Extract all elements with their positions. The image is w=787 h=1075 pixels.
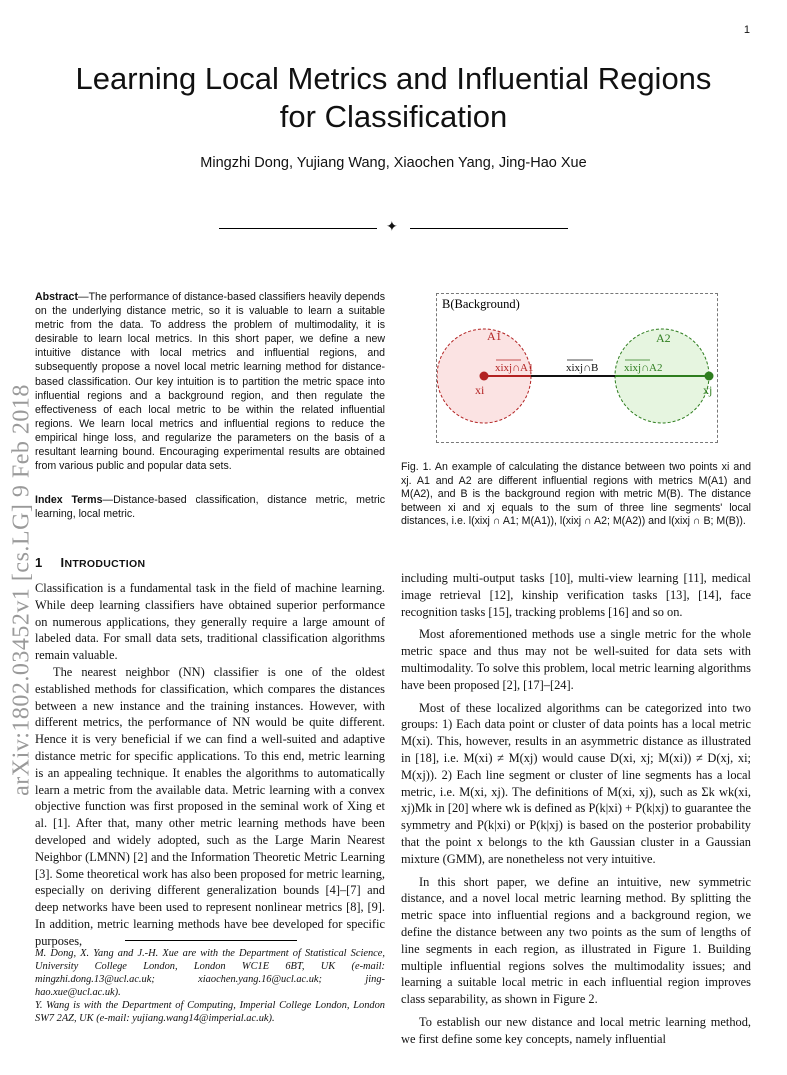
figure-diagram [437, 294, 717, 442]
title-separator-right [410, 228, 568, 229]
paragraph: Most aforementioned methods use a single metric for the whole metric space and thus may not be well-suited for data sets with multimodality. To solve this problem, local metric learning algorithms have been proposed [2], [17]–[24]. [401, 627, 751, 692]
segment-a1-label: xixj∩A1 [495, 362, 534, 374]
point-xj [705, 372, 714, 381]
point-xi [480, 372, 489, 381]
region-a2-label: A2 [656, 331, 671, 345]
section-heading [35, 555, 145, 570]
paragraph: Classification is a fundamental task in the field of machine learning. While deep learning classifiers have obtained superior performance on numerous applications, they generally require a large amount of labeled data. For small data sets, traditional classification algorithms remain valuable. [35, 581, 385, 663]
abstract [35, 290, 385, 473]
index-terms [35, 493, 385, 521]
abstract-label: Abstract [35, 291, 78, 303]
section-title-initial: I [60, 555, 65, 570]
region-a1-label: A1 [487, 329, 502, 343]
paragraph: In this short paper, we define an intuitive, new symmetric distance, and a novel local metric learning method. By splitting the metric space into influential regions and a background region, we define the distance between any two points as the sum of lengths of line segments in each region, as illustrated in Figure 1. Building multiple influential regions solves the multimodality issues; and learning a suitable local metric in each influential region improves class separability, as shown in Figure 2. [401, 874, 751, 1007]
paper-title [0, 60, 787, 136]
figure-caption: Fig. 1. An example of calculating the distance between two points xi and xj. A1 and A2 are different influential regions with metrics M(A1) and M(A2), and B is the background region with metric M(B). The distance between xi and xj equals to the sum of three line segments' local distances, i.e. l(xixj ∩ A1; M(A1)), l(xixj ∩ A2; M(A2)) and l(xixj ∩ B; M(B)). [401, 461, 751, 528]
footnote-rule [125, 940, 297, 941]
figure-1 [436, 293, 718, 443]
point-xi-label: xi [475, 383, 485, 397]
index-terms-text: —Distance-based classification, distance metric, metric learning, local metric. [35, 494, 386, 521]
abstract-text: —The performance of distance-based classifiers heavily depends on the underlying distance metric, so it is valuable to learn a suitable metric from the data. To address the problem of multimodality, it is desirable to learn local metrics. In this short paper, we define a new intuitive distance with local metrics and influential regions, and subsequently propose a novel local metric learning method for distance-based classification. Our key intuition is to partition the metric space into influential regions and a background region, and then regulate the effectiveness of each local metric to be within the related influential regions. We learn local metrics and influential regions to reduce the empirical hinge loss, and regularize the parameters on the basis of a resultant learning bound. Encouraging experimental results are obtained from various public and popular data sets. [35, 291, 385, 473]
point-xj-label: xj [703, 383, 713, 397]
segment-background-label: xixj∩B [566, 362, 599, 374]
title-separator-left [219, 228, 377, 229]
index-terms-label: Index Terms [35, 494, 103, 506]
page-number: 1 [743, 24, 750, 36]
section-number: 1 [35, 555, 43, 570]
footnote [35, 947, 385, 1026]
paragraph: The nearest neighbor (NN) classifier is one of the oldest established methods for classification, which compares the distances between a new instance and the training instances. However, with different metrics, the performance of NN would be quite different. Hence it is very beneficial if we can find a well-suited and adaptive distance metric for specific applications. To this end, metric learning is an appealing technique. It enables the algorithms to automatically learn a metric from the available data. Metric learning with a convex objective function was first proposed in the seminal work of Xing et al. [1]. After that, many other metric learning methods have been developed and widely adopted, such as the Large Marin Nearest Neighbor (LMNN) [2] and the Information Theoretic Metric Learning [3]. Some theoretical work has also been proposed for metric learning, especially on deriving different generalization bounds [4]–[7] and deep networks have been used to represent nonlinear metrics [8], [9]. In addition, metric learning methods have bee developed for specific purposes, [35, 664, 385, 948]
author-list: Mingzhi Dong, Yujiang Wang, Xiaochen Yang, Jing-Hao Xue [200, 155, 587, 171]
footnote-affiliation-1: M. Dong, X. Yang and J.-H. Xue are with the Department of Statistical Science, University College London, London WC1E 6BT, UK (e-mail: mingzhi.dong.13@ucl.ac.uk; xiaochen.yang.16@ucl.ac.uk; jing-hao.xue@ucl.ac.uk). [35, 948, 385, 999]
title-line-2: for Classification [279, 99, 508, 134]
paragraph: Most of these localized algorithms can be categorized into two groups: 1) Each data point or cluster of data points has a local metric M(xi). This, however, results in an asymmetric distance as illustrated in [18], i.e. M(xi) ≠ M(xj) would cause D(xi, xj; M(xi)) ≠ D(xj, xi; M(xj)). 2) Each line segment or cluster of line segments has a local metric, i.e. M(xi, xj). The definitions of M(xi, xj), such as Σk wk(xi, xj)Mk in [20] where wk is defined as P(k|xi) + P(k|xj) to guarantee the symmetry and P(k|xi) or P(k|xj) is based on the posterior probability that the point x belongs to the kth Gaussian cluster in a Gaussian mixture (GMM), are nonetheless not very intuitive. [401, 700, 751, 866]
segment-a2-label: xixj∩A2 [624, 362, 663, 374]
title-line-1: Learning Local Metrics and Influential Regions [75, 61, 712, 96]
background-label: B(Background) [442, 297, 520, 311]
separator-diamond-icon: ✦ [386, 220, 398, 235]
left-column-body [35, 580, 385, 950]
paragraph: To establish our new distance and local metric learning method, we first define some key concepts, namely influential [401, 1014, 751, 1046]
footnote-affiliation-2: Y. Wang is with the Department of Computing, Imperial College London, London SW7 2AZ, UK (e-mail: yujiang.wang14@imperial.ac.uk). [35, 1000, 385, 1025]
arxiv-identifier: arXiv:1802.03452v1 [cs.LG] 9 Feb 2018 [8, 384, 35, 796]
paragraph: including multi-output tasks [10], multi-view learning [11], medical image retrieval [12], kinship verification tasks [13], [14], face recognition tasks [15], tracking problems [16] and so on. [401, 571, 751, 619]
section-title-rest: NTRODUCTION [64, 558, 146, 570]
right-column-body [401, 570, 751, 1054]
